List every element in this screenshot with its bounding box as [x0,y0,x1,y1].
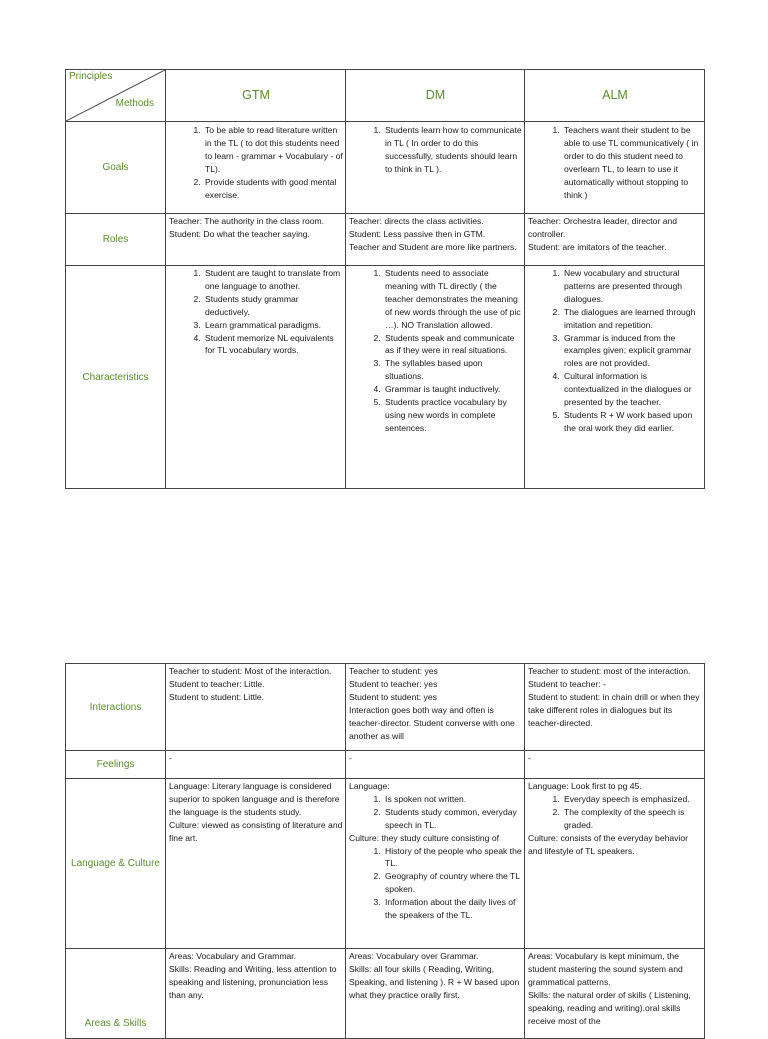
cell-areas-skills-alm [525,949,705,1039]
list-item: 3. Grammar is induced from the examples given; explicit grammar roles are not provided. [562,332,702,371]
text-line: Teacher: Orchestra leader, director and controller. [528,216,678,239]
text-line: Language: Look first to pg 45. [528,781,642,791]
list-item: 2. The dialogues are learned through imitation and repetition. [562,306,702,332]
cell-feelings-alm [525,751,705,779]
text-line: Skills: Reading and Writing, less attention to speaking and listening, pronunciation less than any. [169,963,337,1000]
text-line: Culture: they study culture consisting of [349,832,499,843]
list-item: 4. Student memorize NL equivalents for TL vocabulary words. [203,332,343,358]
list-item: 1. New vocabulary and structural patterns are presented through dialogues. [562,267,702,306]
list-item: 1. Students need to associate meaning with TL directly ( the teacher demonstrates the meaning of new words through the use of pic …). NO Translation allowed. [383,267,522,332]
list-item: 4. Cultural information is contextualized in the dialogues or presented by the teacher. [562,370,702,409]
cell-characteristics-dm [346,266,525,489]
culture-dm-list [349,845,522,922]
list-item: 4. Grammar is taught inductively. [383,383,522,396]
list-item: 2. Students speak and communicate as if they were in real situations. [383,332,522,358]
row-label-goals: Goals [66,122,166,214]
list-item: 1. Student are taught to translate from one language to another. [203,267,343,293]
text-line: - [169,753,172,763]
text-line: Student to teacher: yes [349,678,438,689]
characteristics-gtm-list [169,267,343,357]
text-line: Student to student: in chain drill or when they take different roles in dialogues but its teacher-directed. [528,691,700,728]
cell-areas-skills-gtm [166,949,346,1039]
text-line: Teacher and Student are more like partners. [349,241,517,252]
list-item: 2. Provide students with good mental exercise. [203,176,343,202]
characteristics-alm-list [528,267,702,435]
text-line: Interaction goes both way and often is teacher-director. Student converse with one another as will [349,704,515,741]
text-line: - [528,753,531,763]
list-item: 1. Teachers want their student to be able to use TL communicatively ( in order to do this student need to overlearn TL, to learn to use it automatically without stopping to think ) [562,124,702,201]
text-line: Skills: all four skills ( Reading, Writing, Speaking, and listening ). R + W based upon what they practice orally first. [349,963,520,1000]
text-line: Teacher: directs the class activities. [349,216,484,226]
row-label-feelings: Feelings [66,751,166,779]
text-line: Teacher to student: most of the interaction. [528,666,691,676]
list-item: 2. The complexity of the speech is graded. [562,806,702,832]
text-line: Culture: viewed as consisting of literature and fine art. [169,819,343,843]
row-interactions [66,664,705,751]
cell-interactions-dm [346,664,525,751]
cell-interactions-gtm [166,664,346,751]
text-line: Culture: consists of the everyday behavior and lifestyle of TL speakers. [528,832,689,856]
row-characteristics [66,266,705,489]
cell-characteristics-alm [525,266,705,489]
text-line: Student: Do what the teacher saying. [169,228,310,239]
corner-label-methods: Methods [115,98,154,110]
list-item: 2. Students study common, everyday speech in TL. [383,806,522,832]
list-item: 1. Students learn how to communicate in TL ( In order to do this successfully, students should learn to think in TL ). [383,124,522,176]
cell-roles-dm [346,214,525,266]
cell-areas-skills-dm [346,949,525,1039]
text-line: Student to teacher: - [528,678,606,689]
characteristics-dm-list [349,267,522,435]
cell-roles-gtm [166,214,346,266]
list-item: 3. The syllables based upon situations. [383,357,522,383]
list-item: 1. To be able to read literature written in the TL ( to dot this students need to learn - grammar + Vocabulary - of TL). [203,124,343,176]
goals-gtm-list [169,124,343,201]
row-label-characteristics: Characteristics [66,266,166,489]
cell-feelings-gtm [166,751,346,779]
cell-characteristics-gtm [166,266,346,489]
cell-language-culture-dm [346,779,525,949]
list-item: 2. Students study grammar deductively. [203,293,343,319]
row-goals [66,122,705,214]
list-item: 1. Everyday speech is emphasized. [562,793,702,806]
text-line: Areas: Vocabulary over Grammar. [349,951,479,961]
row-label-language-culture: Language & Culture [66,779,166,949]
cell-feelings-dm [346,751,525,779]
column-header-dm: DM [346,70,525,122]
text-line: Student: Less passive then in GTM. [349,228,486,239]
corner-cell [66,70,166,122]
cell-goals-gtm [166,122,346,214]
text-line: Skills: the natural order of skills ( Listening, speaking, reading and writing).oral skills receive most of the [528,989,691,1026]
list-item: 5. Students R + W work based upon the oral work they did earlier. [562,409,702,435]
list-item: 1. History of the people who speak the TL. [383,845,522,871]
text-line: Teacher to student: Most of the interaction. [169,666,332,676]
cell-roles-alm [525,214,705,266]
cell-language-culture-gtm [166,779,346,949]
cell-interactions-alm [525,664,705,751]
row-label-areas-skills: Areas & Skills [66,949,166,1039]
row-feelings [66,751,705,779]
goals-dm-list [349,124,522,176]
cell-goals-alm [525,122,705,214]
text-line: Teacher: The authority in the class room. [169,216,325,226]
text-line: - [349,753,352,763]
text-line: Teacher to student: yes [349,666,438,676]
text-line: Areas: Vocabulary is kept minimum, the student mastering the sound system and grammatical patterns. [528,951,683,987]
text-line: Student to teacher: Little. [169,678,265,689]
text-line: Areas: Vocabulary and Grammar. [169,951,297,961]
row-label-interactions: Interactions [66,664,166,751]
header-row [66,70,705,122]
language-dm-list [349,793,522,832]
text-line: Language: Literary language is considered superior to spoken language and is therefore the language is the students study. [169,781,340,817]
methods-comparison-table-2 [65,663,705,1039]
list-item: 1. Is spoken not written. [383,793,522,806]
text-line: Language: [349,781,390,791]
language-alm-list [528,793,702,832]
row-language-culture [66,779,705,949]
list-item: 3. Information about the daily lives of the speakers of the TL. [383,896,522,922]
row-areas-skills [66,949,705,1039]
list-item: 3. Learn grammatical paradigms. [203,319,343,332]
row-roles [66,214,705,266]
text-line: Student: are imitators of the teacher. [528,241,667,252]
text-line: Student to student: yes [349,691,437,702]
row-label-roles: Roles [66,214,166,266]
cell-language-culture-alm [525,779,705,949]
text-line: Student to student: Little. [169,691,265,702]
column-header-gtm: GTM [166,70,346,122]
methods-comparison-table-1 [65,69,705,489]
column-header-alm: ALM [525,70,705,122]
list-item: 5. Students practice vocabulary by using new words in complete sentences. [383,396,522,435]
corner-label-principles: Principles [69,71,113,82]
cell-goals-dm [346,122,525,214]
goals-alm-list [528,124,702,201]
list-item: 2. Geography of country where the TL spoken. [383,870,522,896]
